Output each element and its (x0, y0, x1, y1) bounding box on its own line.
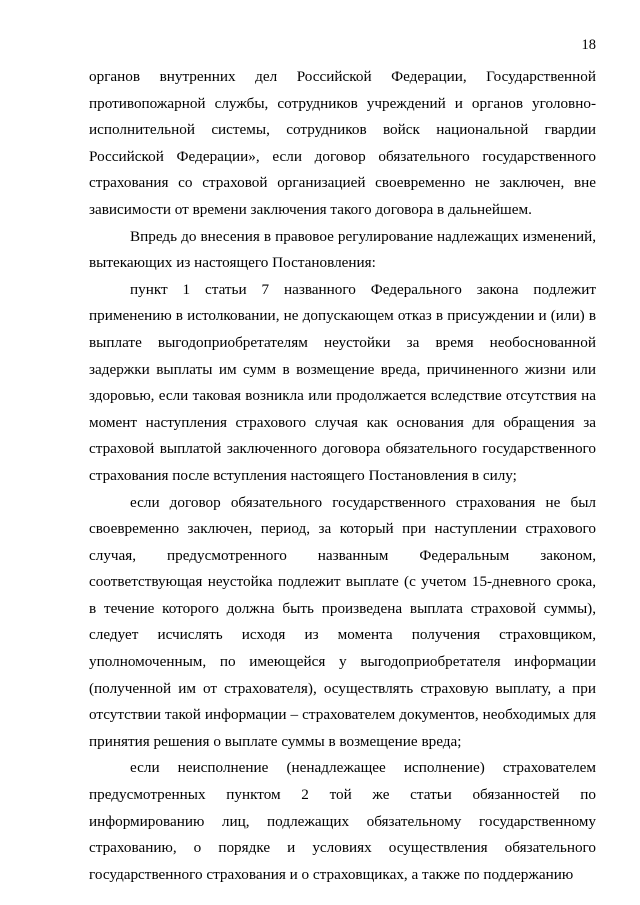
document-body (89, 64, 596, 888)
paragraph-transitional-provisions: Впредь до внесения в правовое регулирование надлежащих изменений, вытекающих из настоящего Постановления: (89, 227, 596, 272)
paragraph-insurer-obligations: если неисполнение (ненадлежащее исполнение) страхователем предусмотренных пунктом 2 той же статьи обязанностей по информированию лиц, подлежащих обязательному государственному страхованию, о порядке и условиях осуществления обязательного государственного страхования и о страховщиках, а также по поддержанию (89, 759, 596, 883)
page-number: 18 (581, 37, 596, 53)
paragraph-continuation: органов внутренних дел Российской Федерации, Государственной противопожарной службы, сотрудников учреждений и органов уголовно-исполнительной системы, сотрудников войск национальной гвардии Российской Федерации», если договор обязательного государственного страхования со страховой организацией своевременно не заключен, вне зависимости от времени заключения такого договора в дальнейшем. (89, 68, 596, 218)
paragraph-article-7-interpretation: пункт 1 статьи 7 названного Федерального закона подлежит применению в истолковании, не допускающем отказ в присуждении и (или) в выплате выгодоприобретателям неустойки за время необоснованной задержки выплаты им сумм в возмещение вреда, причиненного жизни или здоровью, если таковая возникла или продолжается вследствие отсутствия на момент наступления страхового случая как основания для обращения за страховой выплатой заключенного договора обязательного государственного страхования после вступления настоящего Постановления в силу; (89, 280, 596, 484)
paragraph-penalty-period: если договор обязательного государственного страхования не был своевременно заключен, период, за который при наступлении страхового случая, предусмотренного названным Федеральным законом, соответствующая неустойка подлежит выплате (с учетом 15-дневного срока, в течение которого должна быть произведена выплата страховой суммы), следует исчислять исходя из момента получения страховщиком, уполномоченным, по имеющейся у выгодоприобретателя информации (полученной им от страхователя), осуществлять страховую выплату, а при отсутствии такой информации – страхователем документов, необходимых для принятия решения о выплате суммы в возмещение вреда; (89, 493, 596, 750)
